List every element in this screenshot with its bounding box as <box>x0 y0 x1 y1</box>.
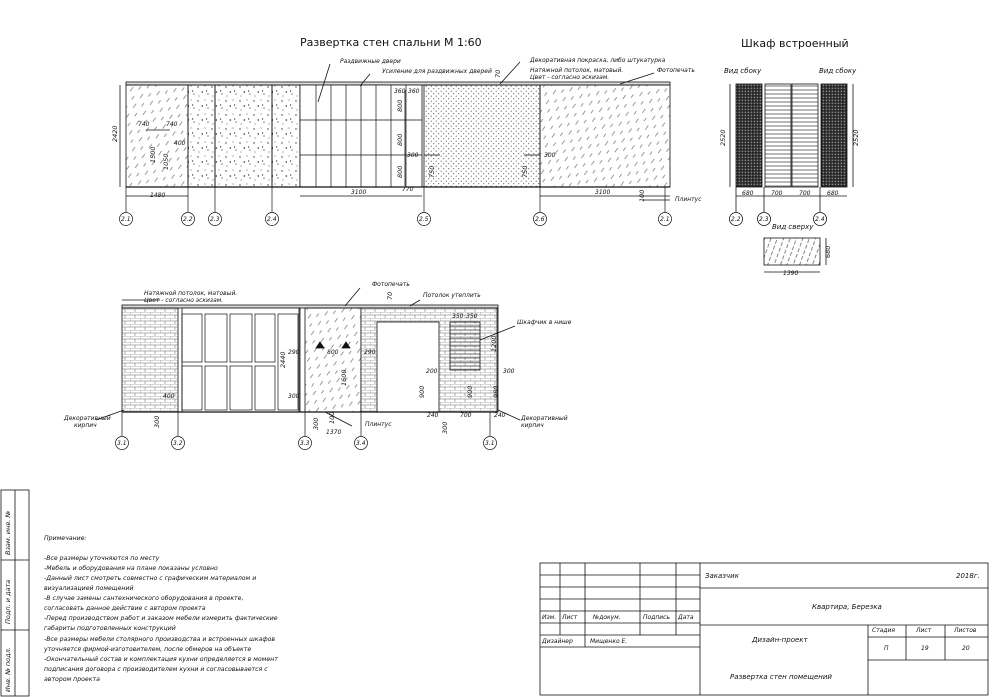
callout-b-brick-r1: Декоративный <box>521 415 568 422</box>
wardrobe-door-right <box>792 84 818 187</box>
axis-3-2: 3.2 <box>173 440 183 447</box>
dim-400: 400 <box>174 140 186 147</box>
dim-b-240a: 240 <box>427 412 439 419</box>
note-line: -Все размеры уточняются по месту <box>44 555 160 562</box>
wall-2-1-hatched <box>126 85 188 187</box>
axis-3-1-b: 3.1 <box>485 440 495 447</box>
dim-b-200: 200 <box>426 368 438 375</box>
dim-b-1600: 1600 <box>340 369 348 386</box>
wall-2-3-speckle <box>215 85 272 187</box>
callout-b-ceiling-raised: Потолок утеплить <box>423 292 481 299</box>
dim-b-800: 800 <box>327 349 339 356</box>
axis-2-1-a: 2.1 <box>121 216 131 223</box>
wall-2-2-speckle <box>188 85 215 187</box>
note-line: -Все размеры мебели столярного производства и встроенных шкафов <box>44 636 276 643</box>
wardrobe-top-view <box>764 238 820 265</box>
callout-b-brick-r2: кирпич <box>521 422 544 429</box>
stamp-stage-header: Стадия <box>872 627 896 634</box>
note-line: -В случае замены сантехнического оборудования в проекте, <box>44 595 244 602</box>
callout-photoprint: Фотопечать <box>657 67 695 74</box>
wardrobe-top-view-label: Вид сверху <box>772 223 814 231</box>
axis-3-3: 3.3 <box>300 440 310 447</box>
dim-1500: 1500 <box>149 146 157 163</box>
callout-b-brick-l2: кирпич <box>74 422 97 429</box>
axis-2-1-b: 2.1 <box>660 216 670 223</box>
dim-b-350a: 350 <box>452 313 464 320</box>
dim-b-240b: 240 <box>494 412 506 419</box>
callout-b-niche-cabinet: Шкафчик в нише <box>517 319 572 326</box>
dim-w680a: 680 <box>742 190 754 197</box>
stamp-object: Квартира, Березка <box>812 603 882 611</box>
callout-b-photoprint: Фотопечать <box>372 281 410 288</box>
stamp-sheet-title: Развертка стен помещений <box>730 673 832 681</box>
callout-b-ceiling-1: Натяжной потолок, матовый. <box>144 290 238 297</box>
wall-2-6-hatched <box>540 85 670 187</box>
wardrobe-title: Шкаф встроенный <box>741 37 849 50</box>
stamp-col-date: Дата <box>678 614 694 621</box>
callout-ceiling-2: Цвет - согласно эскизам. <box>530 74 610 81</box>
dim-b-700: 700 <box>460 412 472 419</box>
dim-2520b: 2520 <box>852 129 860 146</box>
dim-b-300d: 300 <box>312 417 320 430</box>
wardrobe-door-left <box>765 84 791 187</box>
dim-1050: 1050 <box>162 153 170 170</box>
stamp-person: Мищенко Е. <box>590 638 628 645</box>
dim-360b: 360 <box>408 88 420 95</box>
dim-w680b: 680 <box>827 190 839 197</box>
axis-3-4: 3.4 <box>356 440 366 447</box>
stamp-sheets-header: Листов <box>954 627 977 634</box>
dim-770: 770 <box>402 186 414 193</box>
wardrobe-axis-2-4: 2.4 <box>815 216 825 223</box>
main-title: Развертка стен спальни М 1:60 <box>300 36 482 49</box>
note-line: уточняется фирмой-изготовителем, после обмеров на объекте <box>44 646 252 653</box>
dim-b-980: 980 <box>492 385 500 398</box>
wardrobe-side-left-label: Вид сбоку <box>724 67 762 75</box>
dim-b-290b: 290 <box>364 349 376 356</box>
note-line: автором проекта <box>44 676 100 683</box>
note-line: визуализацией помещений <box>44 585 134 592</box>
callout-decor-paint: Декоративная покраска, либо штукатурка <box>530 57 666 64</box>
stamp-stage-value: П <box>884 645 889 652</box>
axis-2-5: 2.5 <box>419 216 429 223</box>
niche-cabinet <box>450 322 480 370</box>
dim-b-290a: 290 <box>288 349 300 356</box>
dim-3100a: 3100 <box>351 189 367 196</box>
dim-b-100: 100 <box>328 411 336 424</box>
note-line: габариты подготовленных конструкций <box>44 625 176 632</box>
wardrobe-axis-2-3: 2.3 <box>759 216 769 223</box>
dim-100: 100 <box>638 189 646 202</box>
stamp-col-doc: №докум. <box>593 614 621 621</box>
dim-b-1200: 1200 <box>490 335 498 352</box>
dim-800c: 800 <box>396 165 404 178</box>
dim-b-300b: 300 <box>288 393 300 400</box>
dim-b-2440: 2440 <box>279 351 287 368</box>
note-line: -Перед производством работ и заказом мебели измерить фактические <box>44 615 278 622</box>
wardrobe-side-right-label: Вид сбоку <box>819 67 857 75</box>
dim-b-400: 400 <box>163 393 175 400</box>
axis-2-4: 2.4 <box>267 216 277 223</box>
side-stamp-inv-vzam: Взам. инв. № <box>4 510 12 555</box>
stamp-col-list: Лист <box>562 614 578 621</box>
side-stamp-inv-podl: Инв. № подл. <box>4 647 12 692</box>
stamp-year: 2018г. <box>956 572 980 580</box>
dim-3100b: 3100 <box>595 189 611 196</box>
dim-w700b: 700 <box>799 190 811 197</box>
dim-1480: 1480 <box>150 192 166 199</box>
stamp-role: Дизайнер <box>542 638 573 645</box>
dim-740b: 740 <box>166 121 178 128</box>
dim-360a: 360 <box>394 88 406 95</box>
dim-300b: 300 <box>544 152 556 159</box>
axis-3-1-a: 3.1 <box>117 440 127 447</box>
notes-header: Примечание: <box>44 535 87 542</box>
dim-750a: 750 <box>428 165 436 178</box>
dim-740a: 740 <box>138 121 150 128</box>
dim-300a: 300 <box>407 152 419 159</box>
dim-750b: 750 <box>521 165 529 178</box>
stamp-col-izm: Изм. <box>542 614 557 621</box>
note-line: -Мебель и оборудования на плане показаны условно <box>44 565 218 572</box>
dim-70a: 70 <box>494 69 502 78</box>
dim-w700a: 700 <box>771 190 783 197</box>
stamp-customer: Заказчик <box>705 572 739 580</box>
dim-b-1370: 1370 <box>326 429 342 436</box>
wardrobe-axis-2-2: 2.2 <box>731 216 741 223</box>
note-line: -Данный лист смотреть совместно с графическим материалом и <box>44 575 257 582</box>
dim-2520a: 2520 <box>719 129 727 146</box>
stamp-sheet-header: Лист <box>916 627 932 634</box>
stamp-sheets-value: 20 <box>962 645 970 652</box>
dim-800b: 800 <box>396 133 404 146</box>
stamp-col-sign: Подпись <box>643 614 670 621</box>
ceiling-strip-top <box>126 82 670 85</box>
callout-ceiling-1: Натяжной потолок, матовый. <box>530 67 624 74</box>
niche-opening <box>377 322 439 412</box>
dim-b-350b: 350 <box>466 313 478 320</box>
dim-b-300c: 300 <box>503 368 515 375</box>
axis-markers-top <box>120 187 672 226</box>
side-stamp-sign-date: Подп. и дата <box>4 579 12 624</box>
dim-h680: 680 <box>824 245 832 258</box>
wardrobe-side-left <box>736 84 762 187</box>
note-line: согласовать данное действие с автором проекта <box>44 605 206 612</box>
wall-2-4-speckle <box>272 85 300 187</box>
dim-b-300a: 300 <box>153 415 161 428</box>
dim-b-70: 70 <box>386 291 394 300</box>
photoprint-panel-3-3 <box>305 308 361 412</box>
stamp-sheet-value: 19 <box>921 645 929 652</box>
note-line: -Окончательный состав и комплектация кухни определяется в момент <box>44 656 278 663</box>
dim-800a: 800 <box>396 99 404 112</box>
dim-b-900b: 900 <box>466 385 474 398</box>
axis-2-6: 2.6 <box>535 216 545 223</box>
stamp-project-type: Дизайн-проект <box>752 636 808 644</box>
wardrobe-elevation <box>730 84 854 272</box>
callout-b-ceiling-2: Цвет - согласно эскизам. <box>144 297 224 304</box>
callout-plinth: Плинтус <box>675 196 702 203</box>
dim-b-900a: 900 <box>418 385 426 398</box>
dim-h2420: 2420 <box>111 125 119 142</box>
wardrobe-side-right <box>821 84 847 187</box>
dim-b-300e: 300 <box>441 421 449 434</box>
ceiling-strip-bottom <box>122 305 498 308</box>
callout-sliding-doors: Раздвижные двери <box>340 58 401 65</box>
callout-b-brick-l1: Декоративный <box>64 415 111 422</box>
callout-sliding-reinforce: Усиление для раздвижных дверей <box>382 68 492 75</box>
axis-2-2: 2.2 <box>183 216 193 223</box>
axis-2-3: 2.3 <box>210 216 220 223</box>
note-line: подписания договора с производителем кухни и согласовывается с <box>44 666 268 673</box>
dim-w1390: 1390 <box>783 270 799 277</box>
callout-b-plinth: Плинтус <box>365 421 392 428</box>
